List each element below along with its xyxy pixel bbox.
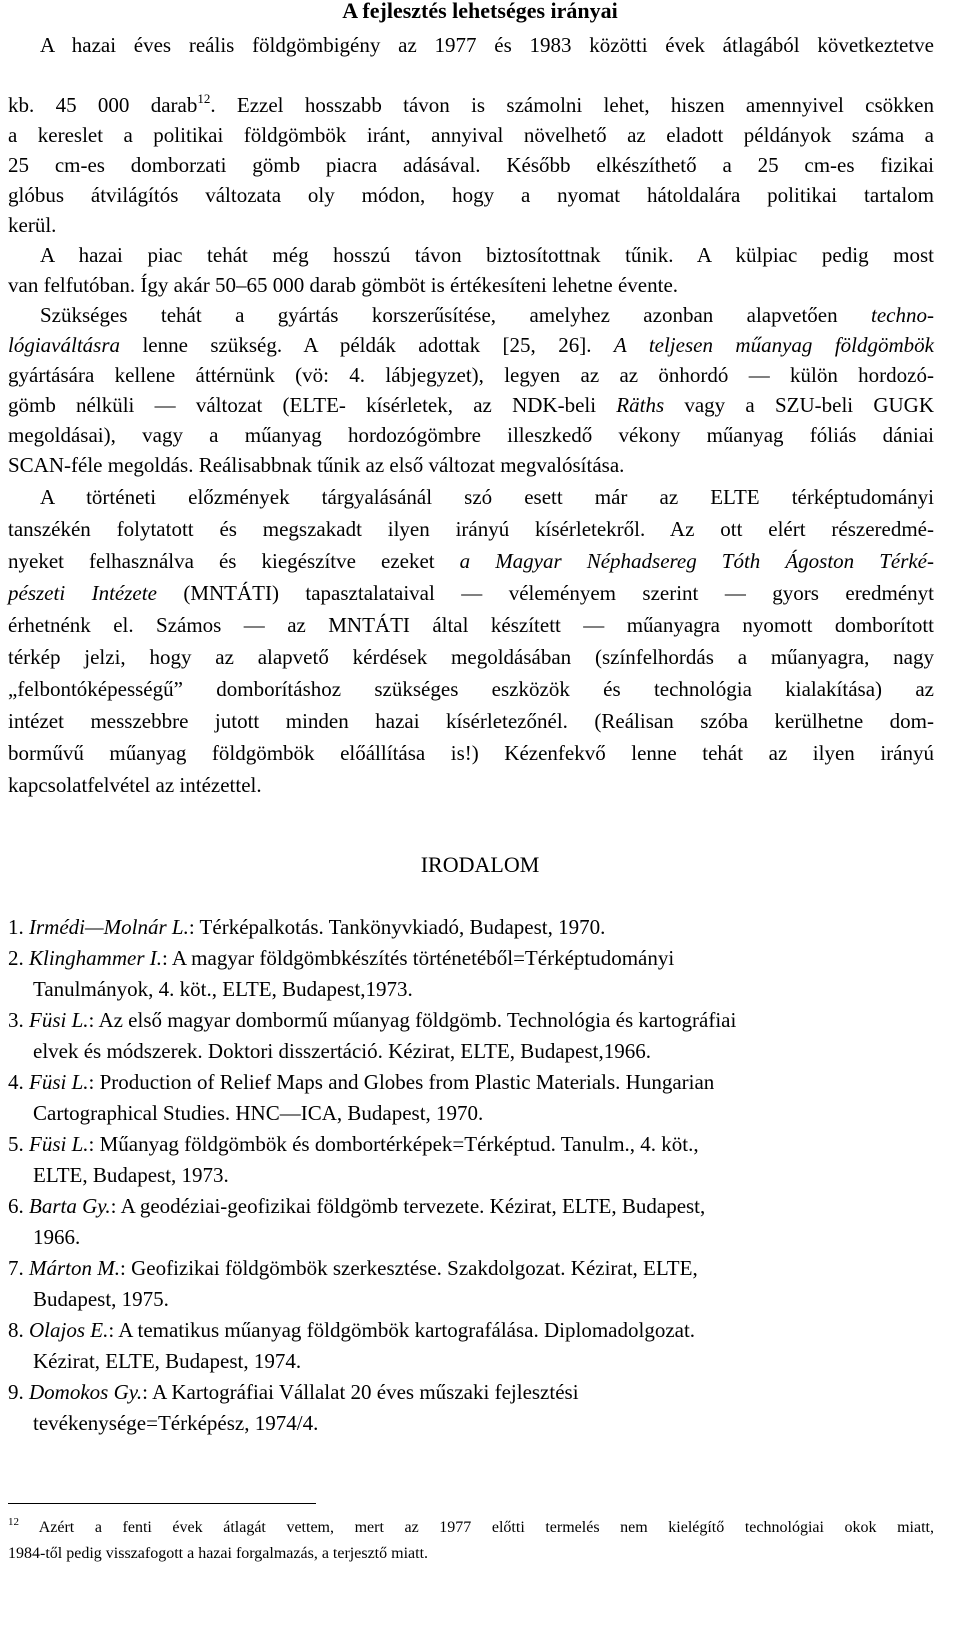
body-line	[40, 300, 934, 330]
reference-author: Olajos E.	[29, 1318, 109, 1342]
reference-text: : Geofizikai földgömbök szerkesztése. Szakdolgozat. Kézirat, ELTE,	[120, 1256, 698, 1280]
body-line	[8, 546, 934, 576]
body-line	[40, 482, 934, 512]
body-line	[40, 240, 934, 270]
text: glóbus átvilágítós változata oly módon, hogy a nyomat hátoldalára politikai tartalom	[8, 183, 934, 207]
body-line	[8, 120, 934, 150]
text: A hazai éves reális földgömbigény az 1977 és 1983 közötti évek átlagából következtetve	[40, 33, 934, 57]
reference-item	[8, 943, 674, 973]
reference-continuation: tevékenysége=Térképész, 1974/4.	[33, 1411, 319, 1435]
reference-text: : Az első magyar dombormű műanyag földgömb. Technológia és kartográfiai	[88, 1008, 737, 1032]
reference-number: 3.	[8, 1008, 29, 1032]
body-line	[8, 770, 934, 800]
body-line	[8, 390, 934, 420]
text: SCAN-féle megoldás. Reálisabbnak tűnik az első változat megvalósítása.	[8, 453, 625, 477]
reference-text: : A geodéziai-geofizikai földgömb tervezete. Kézirat, ELTE, Budapest,	[110, 1194, 706, 1218]
body-line	[8, 514, 934, 544]
text: gyártására kellene áttérnünk (vö: 4. lábjegyzet), legyen az az önhordó — külön hordozó-	[8, 363, 934, 387]
footnote-text: 1984-től pedig visszafogott a hazai forgalmazás, a terjesztő miatt.	[8, 1545, 429, 1562]
footnote-text: Azért a fenti évek átlagát vettem, mert az 1977 előtti termelés nem kielégítő technológiai okok miatt,	[19, 1519, 934, 1536]
reference-item	[8, 1377, 579, 1407]
reference-item	[8, 1315, 695, 1345]
footnote-divider	[8, 1503, 316, 1504]
body-line	[8, 90, 934, 120]
body-line	[8, 210, 934, 240]
reference-author: Füsi L.	[29, 1008, 89, 1032]
body-line	[8, 706, 934, 736]
reference-item	[8, 1005, 736, 1035]
reference-number: 4.	[8, 1070, 29, 1094]
text: tanszékén folytatott és megszakadt ilyen irányú kísérletekről. Az ott elért részeredmé-	[8, 517, 934, 541]
reference-number: 5.	[8, 1132, 29, 1156]
reference-text: : Production of Relief Maps and Globes from Plastic Materials. Hungarian	[88, 1070, 715, 1094]
reference-text: : A magyar földgömbkészítés történetéből=Térképtudományi	[162, 946, 675, 970]
text: a kereslet a politikai földgömbök iránt, annyival növelhető az eladott példányok száma a	[8, 123, 934, 147]
reference-item	[8, 1129, 699, 1159]
italic-text: pészeti Intézete	[8, 581, 157, 605]
body-line	[8, 738, 934, 768]
reference-author: Füsi L.	[29, 1132, 89, 1156]
reference-continuation: Budapest, 1975.	[33, 1287, 169, 1311]
body-line	[8, 150, 934, 180]
reference-text: : A Kartográfiai Vállalat 20 éves műszaki fejlesztési	[142, 1380, 579, 1404]
text: megoldásai), vagy a műanyag hordozógömbre illeszkedő vékony műanyag fóliás dániai	[8, 423, 934, 447]
footnote-line	[8, 1515, 934, 1541]
reference-number: 7.	[8, 1256, 29, 1280]
text: van felfutóban. Így akár 50–65 000 darab gömböt is értékesíteni lehetne évente.	[8, 273, 679, 297]
references-heading: IRODALOM	[420, 852, 540, 877]
text: lenne szükség. A példák adottak [25, 26].	[120, 333, 614, 357]
body-line	[8, 674, 934, 704]
footnote-line	[8, 1541, 934, 1567]
text: A hazai piac tehát még hosszú távon biztosítottnak tűnik. A külpiac pedig most	[40, 243, 934, 267]
reference-continuation: elvek és módszerek. Doktori disszertáció. Kézirat, ELTE, Budapest,1966.	[33, 1039, 651, 1063]
body-line	[8, 330, 934, 360]
text: „felbontóképességű” domborításhoz szükséges eszközök és technológia kialakítása) az	[8, 677, 934, 701]
italic-text: Räths	[616, 393, 665, 417]
reference-number: 2.	[8, 946, 29, 970]
section-title: A fejlesztés lehetséges irányai	[342, 0, 618, 23]
italic-text: A teljesen műanyag földgömbök	[613, 333, 934, 357]
body-line	[8, 450, 934, 480]
body-line	[8, 180, 934, 210]
reference-author: Füsi L.	[29, 1070, 89, 1094]
reference-number: 1.	[8, 915, 29, 939]
reference-continuation: 1966.	[33, 1225, 81, 1249]
reference-number: 8.	[8, 1318, 29, 1342]
reference-item	[8, 1067, 714, 1097]
reference-item	[8, 1191, 705, 1221]
reference-continuation: ELTE, Budapest, 1973.	[33, 1163, 229, 1187]
reference-text: : Műanyag földgömbök és dombortérképek=Térképtud. Tanulm., 4. köt.,	[88, 1132, 699, 1156]
body-line	[8, 610, 934, 640]
body-line	[8, 360, 934, 390]
body-line	[8, 642, 934, 672]
reference-author: Klinghammer I.	[29, 946, 162, 970]
reference-continuation: Tanulmányok, 4. köt., ELTE, Budapest,1973.	[33, 977, 413, 1001]
text: borművű műanyag földgömbök előállítása is!) Kézenfekvő lenne tehát az ilyen irányú	[8, 741, 934, 765]
text: (MNTÁTI) tapasztalataival — véleményem szerint — gyors eredményt	[156, 581, 934, 605]
reference-text: : Térképalkotás. Tankönyvkiadó, Budapest, 1970.	[188, 915, 606, 939]
text: érhetnénk el. Számos — az MNTÁTI által készített — műanyagra nyomott domborított	[8, 613, 934, 637]
italic-text: lógiaváltásra	[8, 333, 121, 357]
reference-author: Domokos Gy.	[29, 1380, 143, 1404]
reference-author: Márton M.	[29, 1256, 120, 1280]
italic-text: techno-	[871, 303, 934, 327]
reference-author: Irmédi—Molnár L.	[29, 915, 189, 939]
reference-number: 9.	[8, 1380, 29, 1404]
reference-continuation: Kézirat, ELTE, Budapest, 1974.	[33, 1349, 302, 1373]
text: gömb nélküli — változat (ELTE- kísérletek, az NDK-beli	[8, 393, 617, 417]
body-line	[8, 578, 934, 608]
text: 25 cm-es domborzati gömb piacra adásával. Később elkészíthető a 25 cm-es fizikai	[8, 153, 934, 177]
text: intézet messzebbre jutott minden hazai kísérletezőnél. (Reálisan szóba kerülhetne dom-	[8, 709, 934, 733]
text: . Ezzel hosszabb távon is számolni lehet, hiszen amennyivel csökken	[210, 93, 934, 117]
footnote-ref: 12	[197, 91, 211, 106]
body-line	[8, 270, 934, 300]
reference-number: 6.	[8, 1194, 29, 1218]
italic-text: a Magyar Néphadsereg Tóth Ágoston Térké-	[459, 549, 934, 573]
reference-continuation: Cartographical Studies. HNC—ICA, Budapest, 1970.	[33, 1101, 484, 1125]
text: kapcsolatfelvétel az intézettel.	[8, 773, 262, 797]
text: térkép jelzi, hogy az alapvető kérdések megoldásában (színfelhordás a műanyagra, nagy	[8, 645, 934, 669]
text: Szükséges tehát a gyártás korszerűsítése, amelyhez azonban alapvetően	[40, 303, 872, 327]
text: vagy a SZU-beli GUGK	[664, 393, 934, 417]
text: nyeket felhasználva és kiegészítve ezeket	[8, 549, 460, 573]
reference-text: : A tematikus műanyag földgömbök kartografálása. Diplomadolgozat.	[108, 1318, 696, 1342]
body-line	[40, 30, 934, 60]
reference-item	[8, 912, 605, 942]
footnote-number: 12	[8, 1516, 19, 1528]
text: kerül.	[8, 213, 57, 237]
text: kb. 45 000 darab	[8, 93, 198, 117]
body-line	[8, 420, 934, 450]
reference-author: Barta Gy.	[29, 1194, 111, 1218]
text: A történeti előzmények tárgyalásánál szó esett már az ELTE térképtudományi	[40, 485, 934, 509]
reference-item	[8, 1253, 698, 1283]
